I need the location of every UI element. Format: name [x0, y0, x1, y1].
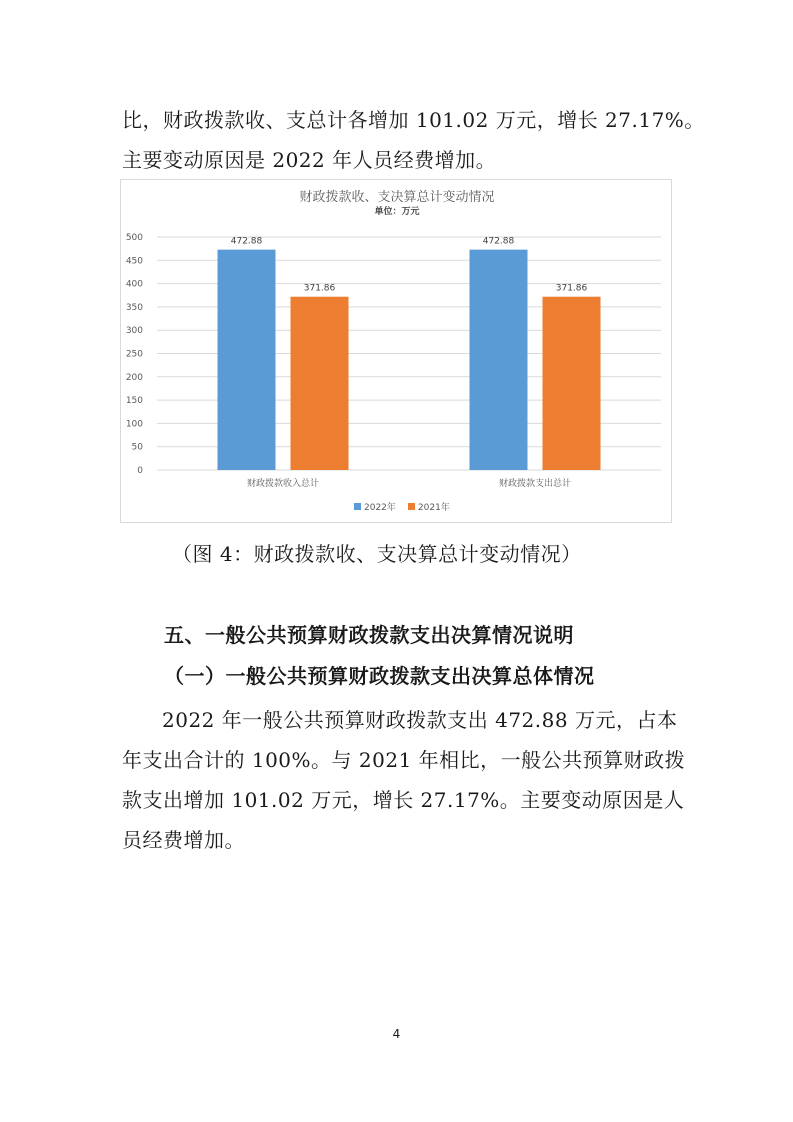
legend-label-2022: 2022年	[364, 503, 396, 513]
x-category-label: 财政拨款收入总计	[246, 479, 320, 489]
bar-2022-0	[218, 250, 276, 470]
subsection-heading: （一）一般公共预算财政拨款支出决算总体情况	[164, 664, 595, 688]
y-tick-label: 150	[125, 396, 143, 407]
data-label: 472.88	[482, 236, 515, 247]
data-label: 472.88	[230, 236, 263, 247]
data-label: 371.86	[303, 283, 336, 294]
y-tick-label: 50	[131, 442, 143, 453]
body-line-3: 款支出增加 101.02 万元，增长 27.17%。主要变动原因是人	[122, 788, 685, 812]
legend-item-2022	[354, 500, 396, 513]
section-heading: 五、一般公共预算财政拨款支出决算情况说明	[164, 623, 574, 647]
legend-swatch-2021	[408, 503, 415, 510]
y-tick-label: 300	[125, 326, 143, 337]
bar-2021-1	[543, 297, 601, 470]
body-paragraph	[122, 700, 686, 860]
legend-item-2021	[408, 500, 450, 513]
bar-chart-container	[120, 179, 672, 523]
figure-caption: （图 4：财政拨款收、支决算总计变动情况）	[172, 542, 582, 566]
bar-2022-1	[470, 250, 528, 470]
y-tick-label: 200	[125, 372, 143, 383]
y-tick-label: 400	[125, 279, 143, 290]
y-tick-label: 450	[125, 256, 143, 267]
bar-2021-0	[291, 297, 349, 470]
legend-label-2021: 2021年	[417, 503, 450, 513]
y-tick-label: 100	[125, 419, 143, 430]
body-line-1: 2022 年一般公共预算财政拨款支出 472.88 万元，占本	[162, 708, 678, 732]
y-tick-label: 350	[125, 302, 143, 313]
x-category-label: 财政拨款支出总计	[498, 479, 572, 489]
chart-legend	[354, 500, 456, 513]
chart-title: 财政拨款收、支决算总计变动情况	[299, 190, 495, 205]
y-tick-label: 500	[125, 233, 143, 243]
page-number: 4	[392, 1027, 401, 1041]
bar-chart	[121, 180, 673, 524]
y-tick-label: 250	[125, 349, 143, 360]
intro-text-line-1: 比，财政拨款收、支总计各增加 101.02 万元，增长 27.17%。	[122, 108, 705, 132]
intro-text-line-2: 主要变动原因是 2022 年人员经费增加。	[122, 148, 497, 172]
body-line-2: 年支出合计的 100%。与 2021 年相比，一般公共预算财政拨	[122, 748, 686, 772]
y-tick-label: 0	[137, 466, 143, 476]
chart-subtitle: 单位：万元	[374, 207, 420, 217]
legend-swatch-2022	[354, 503, 361, 510]
body-line-4: 员经费增加。	[122, 828, 245, 852]
data-label: 371.86	[555, 283, 588, 294]
